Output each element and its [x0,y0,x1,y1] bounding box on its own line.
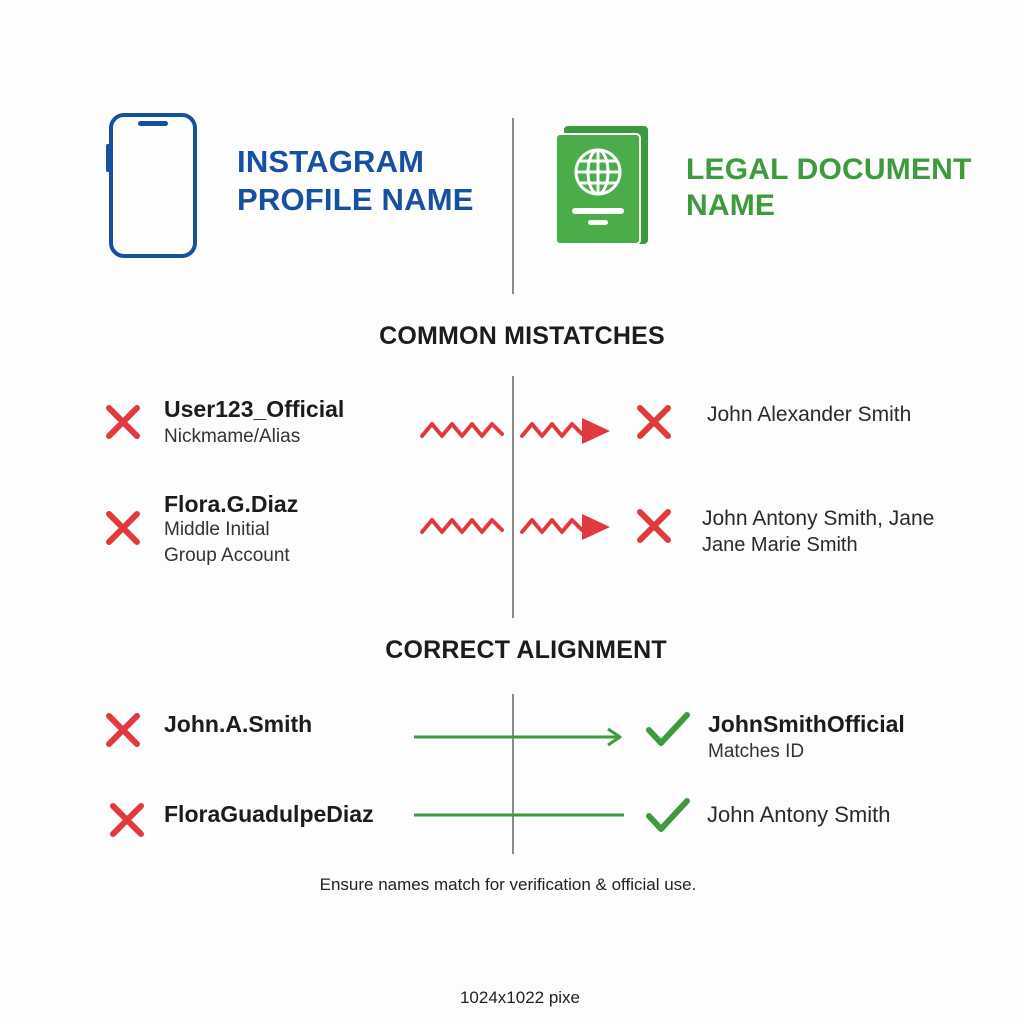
mismatches-divider [512,376,514,618]
alignment-right-name: John Antony Smith [707,802,891,827]
zigzag-arrow-right [520,510,612,542]
legal-title-line1: LEGAL DOCUMENT [686,153,972,186]
mismatch-left-name: User123_Official [164,396,345,422]
cross-icon [103,508,143,548]
mismatch-right-name: Jane Marie Smith [702,534,858,556]
check-icon [645,796,691,836]
alignment-right-name: JohnSmithOfficial [708,711,905,737]
alignment-right-note: Matches ID [708,741,805,762]
alignment-left-name: John.A.Smith [164,711,313,737]
cross-icon [103,710,143,750]
instagram-title-line2: PROFILE NAME [237,182,474,217]
instagram-profile-title [237,143,474,219]
check-icon [645,710,691,750]
legal-document-title [686,152,972,224]
legal-title-line2: NAME [686,189,776,222]
instagram-title-line1: INSTAGRAM [237,144,425,179]
green-line [412,812,626,818]
mismatch-left-note: Middle Initial [164,519,270,540]
mismatch-right-name: John Antony Smith, Jane [702,507,935,530]
phone-icon [106,112,198,260]
image-caption: 1024x1022 pixe [459,988,581,1007]
header-divider [512,118,514,294]
alignment-left-name: FloraGuadulpeDiaz [164,801,374,827]
cross-icon [634,402,674,442]
alignment-title: CORRECT ALIGNMENT [385,636,667,664]
mismatch-right-name: John Alexander Smith [707,403,912,426]
cross-icon [107,800,147,840]
mismatch-left-note: Group Account [164,545,290,566]
footer-note: Ensure names match for verification & official use. [319,875,697,894]
cross-icon [103,402,143,442]
mismatches-title: COMMON MISTATCHES [379,322,665,350]
alignment-divider [512,694,514,854]
zigzag-arrow-right [520,414,612,446]
passport-icon [554,124,650,246]
zigzag-line-left [420,416,504,444]
zigzag-line-left [420,512,504,540]
green-arrow [412,726,626,748]
cross-icon [634,506,674,546]
mismatch-left-note: Nickmame/Alias [164,426,301,447]
mismatch-left-name: Flora.G.Diaz [164,491,299,517]
